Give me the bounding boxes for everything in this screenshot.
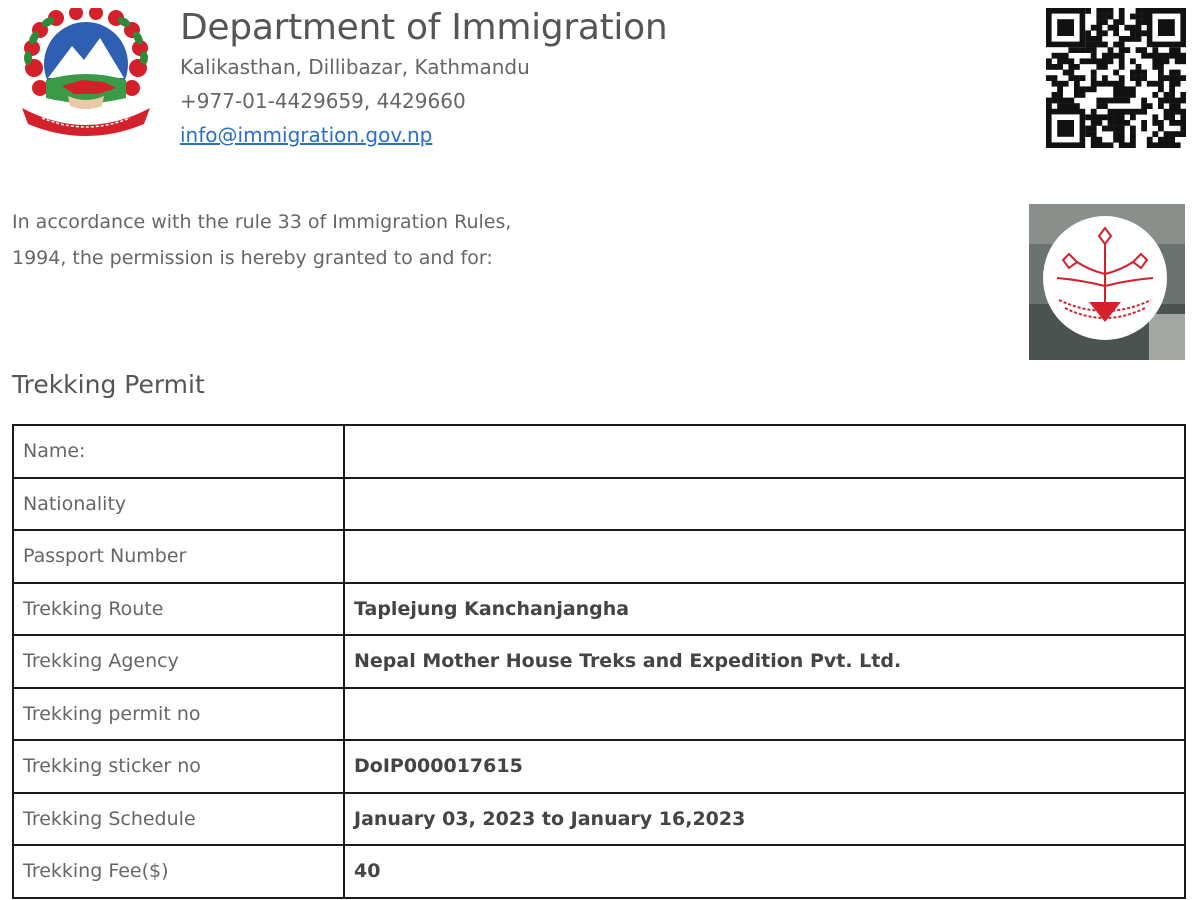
table-row [13,530,1185,583]
row-label: Name: [13,425,344,478]
row-value: Taplejung Kanchanjangha [344,583,1185,636]
address: Kalikasthan, Dillibazar, Kathmandu [180,55,530,79]
email-link[interactable]: info@immigration.gov.np [180,123,433,147]
table-row [13,635,1185,688]
header [180,6,667,152]
row-value: 40 [344,845,1185,898]
table-row [13,845,1185,898]
table-row [13,688,1185,741]
row-label: Passport Number [13,530,344,583]
table-row [13,583,1185,636]
phone: +977-01-4429659, 4429660 [180,89,466,113]
row-value [344,478,1185,531]
row-value [344,688,1185,741]
row-label: Trekking permit no [13,688,344,741]
row-value [344,530,1185,583]
row-label: Trekking Fee($) [13,845,344,898]
qr-code [1046,8,1186,148]
page-title: Department of Immigration [180,7,668,48]
intro-line-1: In accordance with the rule 33 of Immigration Rules, [12,211,512,233]
table-row [13,425,1185,478]
row-label: Trekking Agency [13,635,344,688]
table-row [13,793,1185,846]
table-row [13,740,1185,793]
table-row [13,478,1185,531]
row-value: Nepal Mother House Treks and Expedition Pvt. Ltd. [344,635,1185,688]
row-value: January 03, 2023 to January 16,2023 [344,793,1185,846]
section-title: Trekking Permit [12,370,205,399]
permit-table [12,424,1186,899]
row-label: Trekking sticker no [13,740,344,793]
nepal-emblem-logo [12,8,160,136]
row-label: Trekking Schedule [13,793,344,846]
applicant-photo [1029,204,1185,360]
row-value [344,425,1185,478]
row-label: Trekking Route [13,583,344,636]
intro-line-2: 1994, the permission is hereby granted to and for: [12,247,493,269]
intro-text [12,204,612,276]
row-value: DoIP000017615 [344,740,1185,793]
row-label: Nationality [13,478,344,531]
